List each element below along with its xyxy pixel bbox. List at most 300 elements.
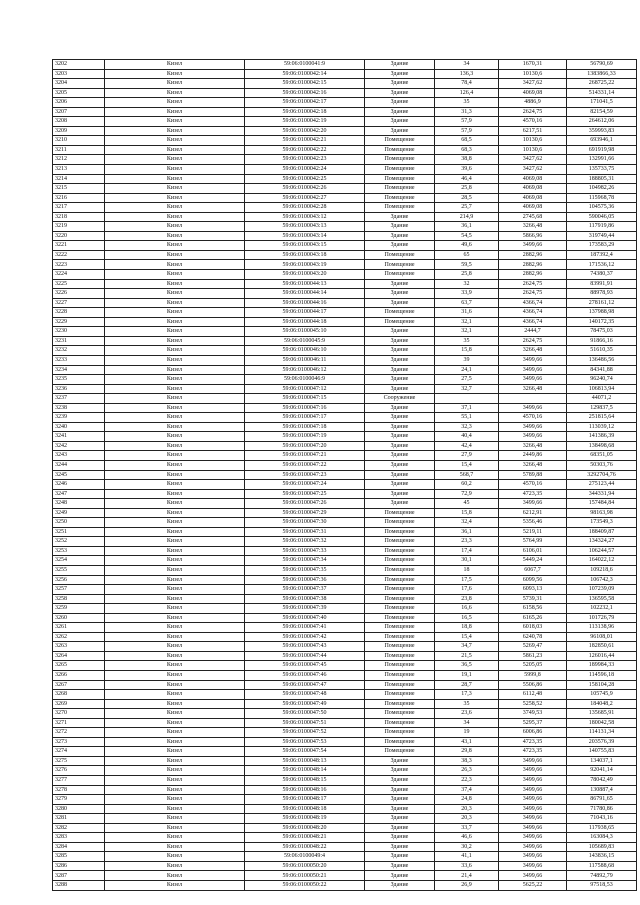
area-cell: 39,6: [435, 165, 499, 175]
cadastral-number-cell: 59:06:0100042:21: [245, 136, 365, 146]
cadastral-number-cell: 59:06:0100047:20: [245, 441, 365, 451]
table-row: [53, 79, 637, 89]
object-type-cell: Здание: [365, 88, 435, 98]
specific-value-cell: 3499,66: [499, 241, 567, 251]
table-row: [53, 413, 637, 423]
cadastral-value-cell: 180042,58: [567, 718, 637, 728]
table-row: [53, 852, 637, 862]
object-type-cell: Сооружение: [365, 394, 435, 404]
cadastral-number-cell: 59:06:0100044:13: [245, 279, 365, 289]
object-type-cell: Здание: [365, 881, 435, 891]
cadastral-value-cell: 106813,94: [567, 384, 637, 394]
object-type-cell: Помещение: [365, 203, 435, 213]
area-cell: 36,5: [435, 661, 499, 671]
cadastral-value-cell: 51610,35: [567, 346, 637, 356]
cadastral-number-cell: 59:06:0100047:54: [245, 747, 365, 757]
city-cell: Кизел: [105, 756, 245, 766]
cadastral-value-cell: 182850,61: [567, 642, 637, 652]
city-cell: Кизел: [105, 776, 245, 786]
specific-value-cell: 2624,75: [499, 279, 567, 289]
area-cell: 21,5: [435, 651, 499, 661]
specific-value-cell: 3499,66: [499, 766, 567, 776]
specific-value-cell: 6106,01: [499, 546, 567, 556]
row-number-cell: 3228: [53, 308, 105, 318]
cadastral-number-cell: 59:06:0100047:30: [245, 518, 365, 528]
row-number-cell: 3216: [53, 193, 105, 203]
area-cell: 28,7: [435, 680, 499, 690]
cadastral-value-cell: 359993,83: [567, 126, 637, 136]
area-cell: 26,9: [435, 881, 499, 891]
specific-value-cell: 4570,16: [499, 117, 567, 127]
object-type-cell: Здание: [365, 451, 435, 461]
cadastral-number-cell: 59:06:0100047:38: [245, 594, 365, 604]
specific-value-cell: 6099,56: [499, 575, 567, 585]
object-type-cell: Помещение: [365, 632, 435, 642]
object-type-cell: Здание: [365, 403, 435, 413]
table-row: [53, 690, 637, 700]
cadastral-value-cell: 68351,05: [567, 451, 637, 461]
city-cell: Кизел: [105, 270, 245, 280]
table-row: [53, 565, 637, 575]
cadastral-value-cell: 319749,44: [567, 231, 637, 241]
cadastral-number-cell: 59:06:0100047:44: [245, 651, 365, 661]
row-number-cell: 3246: [53, 480, 105, 490]
row-number-cell: 3287: [53, 871, 105, 881]
table-row: [53, 88, 637, 98]
table-row: [53, 346, 637, 356]
cadastral-number-cell: 59:06:0100047:16: [245, 403, 365, 413]
row-number-cell: 3204: [53, 79, 105, 89]
cadastral-value-cell: 104575,36: [567, 203, 637, 213]
cadastral-number-cell: 59:06:0100047:29: [245, 508, 365, 518]
city-cell: Кизел: [105, 126, 245, 136]
cadastral-value-cell: 109218,6: [567, 565, 637, 575]
cadastral-number-cell: 59:06:0100043:15: [245, 241, 365, 251]
row-number-cell: 3215: [53, 184, 105, 194]
table-row: [53, 766, 637, 776]
cadastral-value-cell: 114131,34: [567, 728, 637, 738]
area-cell: 20,3: [435, 814, 499, 824]
row-number-cell: 3203: [53, 69, 105, 79]
table-row: [53, 632, 637, 642]
city-cell: Кизел: [105, 518, 245, 528]
table-row: [53, 651, 637, 661]
row-number-cell: 3278: [53, 785, 105, 795]
cadastral-value-cell: 188805,31: [567, 174, 637, 184]
table-row: [53, 871, 637, 881]
cadastral-value-cell: 171041,5: [567, 98, 637, 108]
area-cell: 38,8: [435, 155, 499, 165]
object-type-cell: Помещение: [365, 737, 435, 747]
cadastral-value-cell: 97518,53: [567, 881, 637, 891]
city-cell: Кизел: [105, 346, 245, 356]
area-cell: 15,8: [435, 508, 499, 518]
cadastral-number-cell: 59:06:0100042:16: [245, 88, 365, 98]
table-row: [53, 241, 637, 251]
cadastral-number-cell: 59:06:0100047:42: [245, 632, 365, 642]
cadastral-value-cell: 514331,14: [567, 88, 637, 98]
cadastral-number-cell: 59:06:0100047:41: [245, 623, 365, 633]
row-number-cell: 3265: [53, 661, 105, 671]
row-number-cell: 3248: [53, 499, 105, 509]
row-number-cell: 3243: [53, 451, 105, 461]
city-cell: Кизел: [105, 98, 245, 108]
table-row: [53, 317, 637, 327]
object-type-cell: Здание: [365, 222, 435, 232]
cadastral-value-cell: 158104,28: [567, 680, 637, 690]
cadastral-value-cell: 173549,3: [567, 518, 637, 528]
object-type-cell: Помещение: [365, 260, 435, 270]
object-type-cell: Здание: [365, 804, 435, 814]
table-row: [53, 441, 637, 451]
cadastral-number-cell: 59:06:0100047:37: [245, 585, 365, 595]
area-cell: 63,7: [435, 298, 499, 308]
cadastral-value-cell: 140172,35: [567, 317, 637, 327]
cadastral-value-cell: 134037,1: [567, 756, 637, 766]
specific-value-cell: 6217,51: [499, 126, 567, 136]
area-cell: 40,4: [435, 432, 499, 442]
cadastral-value-cell: 173583,29: [567, 241, 637, 251]
city-cell: Кизел: [105, 451, 245, 461]
city-cell: Кизел: [105, 241, 245, 251]
specific-value-cell: 5739,31: [499, 594, 567, 604]
specific-value-cell: 3427,62: [499, 79, 567, 89]
object-type-cell: Помещение: [365, 728, 435, 738]
cadastral-number-cell: 59:06:0100044:18: [245, 317, 365, 327]
cadastral-number-cell: 59:06:0100048:15: [245, 776, 365, 786]
specific-value-cell: 2449,86: [499, 451, 567, 461]
cadastral-number-cell: 59:06:0100048:22: [245, 842, 365, 852]
row-number-cell: 3217: [53, 203, 105, 213]
object-type-cell: Помещение: [365, 527, 435, 537]
object-type-cell: Помещение: [365, 556, 435, 566]
specific-value-cell: 3499,66: [499, 375, 567, 385]
area-cell: 136,3: [435, 69, 499, 79]
cadastral-value-cell: 82154,59: [567, 107, 637, 117]
specific-value-cell: 3499,66: [499, 432, 567, 442]
table-row: [53, 403, 637, 413]
object-type-cell: Помещение: [365, 661, 435, 671]
table-row: [53, 145, 637, 155]
table-row: [53, 585, 637, 595]
table-row: [53, 613, 637, 623]
specific-value-cell: [499, 394, 567, 404]
table-row: [53, 165, 637, 175]
object-type-cell: Помещение: [365, 546, 435, 556]
cadastral-number-cell: 59:06:0100047:21: [245, 451, 365, 461]
cadastral-number-cell: 59:06:0100046:11: [245, 355, 365, 365]
object-type-cell: Здание: [365, 833, 435, 843]
cadastral-value-cell: 136486,56: [567, 355, 637, 365]
specific-value-cell: 5219,11: [499, 527, 567, 537]
city-cell: Кизел: [105, 881, 245, 891]
row-number-cell: 3212: [53, 155, 105, 165]
area-cell: 57,9: [435, 117, 499, 127]
specific-value-cell: 3749,53: [499, 709, 567, 719]
cadastral-number-cell: 59:06:0100047:26: [245, 499, 365, 509]
city-cell: Кизел: [105, 203, 245, 213]
table-row: [53, 518, 637, 528]
cadastral-value-cell: 344331,94: [567, 489, 637, 499]
specific-value-cell: 5789,88: [499, 470, 567, 480]
specific-value-cell: 5356,46: [499, 518, 567, 528]
row-number-cell: 3276: [53, 766, 105, 776]
area-cell: 49,6: [435, 241, 499, 251]
object-type-cell: Помещение: [365, 308, 435, 318]
row-number-cell: 3218: [53, 212, 105, 222]
row-number-cell: 3240: [53, 422, 105, 432]
city-cell: Кизел: [105, 613, 245, 623]
cadastral-number-cell: 59:06:0100041:9: [245, 60, 365, 70]
specific-value-cell: 1670,31: [499, 60, 567, 70]
row-number-cell: 3242: [53, 441, 105, 451]
cadastral-value-cell: 134324,27: [567, 537, 637, 547]
area-cell: 16,6: [435, 604, 499, 614]
city-cell: Кизел: [105, 594, 245, 604]
table-row: [53, 231, 637, 241]
cadastral-value-cell: 184048,2: [567, 699, 637, 709]
specific-value-cell: 4886,9: [499, 98, 567, 108]
city-cell: Кизел: [105, 480, 245, 490]
table-row: [53, 422, 637, 432]
row-number-cell: 3225: [53, 279, 105, 289]
object-type-cell: Здание: [365, 375, 435, 385]
cadastral-value-cell: 98163,98: [567, 508, 637, 518]
object-type-cell: Помещение: [365, 671, 435, 681]
table-row: [53, 718, 637, 728]
cadastral-number-cell: 59:06:0100047:40: [245, 613, 365, 623]
row-number-cell: 3214: [53, 174, 105, 184]
row-number-cell: 3264: [53, 651, 105, 661]
cadastral-value-cell: 275123,44: [567, 480, 637, 490]
table-row: [53, 308, 637, 318]
city-cell: Кизел: [105, 298, 245, 308]
object-type-cell: Помещение: [365, 575, 435, 585]
city-cell: Кизел: [105, 814, 245, 824]
row-number-cell: 3267: [53, 680, 105, 690]
cadastral-number-cell: 59:06:0100043:18: [245, 250, 365, 260]
table-row: [53, 69, 637, 79]
area-cell: 32,7: [435, 384, 499, 394]
table-row: [53, 203, 637, 213]
cadastral-value-cell: 114596,18: [567, 671, 637, 681]
city-cell: Кизел: [105, 785, 245, 795]
cadastral-value-cell: 44071,2: [567, 394, 637, 404]
cadastral-value-cell: 71780,86: [567, 804, 637, 814]
object-type-cell: Здание: [365, 279, 435, 289]
object-type-cell: Помещение: [365, 651, 435, 661]
table-row: [53, 842, 637, 852]
city-cell: Кизел: [105, 136, 245, 146]
row-number-cell: 3255: [53, 565, 105, 575]
cadastral-value-cell: 104982,26: [567, 184, 637, 194]
row-number-cell: 3280: [53, 804, 105, 814]
city-cell: Кизел: [105, 403, 245, 413]
object-type-cell: Помещение: [365, 174, 435, 184]
city-cell: Кизел: [105, 355, 245, 365]
specific-value-cell: 4570,16: [499, 480, 567, 490]
cadastral-number-cell: 59:06:0100046:9: [245, 375, 365, 385]
object-type-cell: Здание: [365, 861, 435, 871]
specific-value-cell: 5866,96: [499, 231, 567, 241]
table-row: [53, 184, 637, 194]
object-type-cell: Здание: [365, 327, 435, 337]
object-type-cell: Здание: [365, 365, 435, 375]
city-cell: Кизел: [105, 184, 245, 194]
table-row: [53, 737, 637, 747]
row-number-cell: 3281: [53, 814, 105, 824]
area-cell: 31,6: [435, 308, 499, 318]
cadastral-number-cell: 59:06:0100047:48: [245, 690, 365, 700]
row-number-cell: 3236: [53, 384, 105, 394]
row-number-cell: 3279: [53, 795, 105, 805]
cadastral-value-cell: 101726,79: [567, 613, 637, 623]
cadastral-number-cell: 59:06:0100047:43: [245, 642, 365, 652]
specific-value-cell: 3499,66: [499, 823, 567, 833]
row-number-cell: 3252: [53, 537, 105, 547]
city-cell: Кизел: [105, 766, 245, 776]
cadastral-number-cell: 59:06:0100047:46: [245, 671, 365, 681]
city-cell: Кизел: [105, 231, 245, 241]
specific-value-cell: 5258,52: [499, 699, 567, 709]
row-number-cell: 3277: [53, 776, 105, 786]
object-type-cell: Здание: [365, 795, 435, 805]
city-cell: Кизел: [105, 709, 245, 719]
table-row: [53, 365, 637, 375]
table-row: [53, 117, 637, 127]
area-cell: 35: [435, 699, 499, 709]
area-cell: 37,1: [435, 403, 499, 413]
specific-value-cell: 5764,99: [499, 537, 567, 547]
area-cell: 17,4: [435, 546, 499, 556]
specific-value-cell: 6006,86: [499, 728, 567, 738]
object-type-cell: Помещение: [365, 594, 435, 604]
area-cell: 16,5: [435, 613, 499, 623]
specific-value-cell: 3499,66: [499, 804, 567, 814]
cadastral-value-cell: 268725,22: [567, 79, 637, 89]
specific-value-cell: 4366,74: [499, 298, 567, 308]
table-row: [53, 212, 637, 222]
city-cell: Кизел: [105, 69, 245, 79]
cadastral-number-cell: 59:06:0100048:18: [245, 804, 365, 814]
table-row: [53, 289, 637, 299]
specific-value-cell: 5295,37: [499, 718, 567, 728]
area-cell: 23,3: [435, 537, 499, 547]
cadastral-value-cell: 157484,84: [567, 499, 637, 509]
city-cell: Кизел: [105, 842, 245, 852]
city-cell: Кизел: [105, 728, 245, 738]
specific-value-cell: 5269,47: [499, 642, 567, 652]
table-row: [53, 823, 637, 833]
city-cell: Кизел: [105, 79, 245, 89]
cadastral-number-cell: 59:06:0100042:28: [245, 203, 365, 213]
specific-value-cell: 5861,23: [499, 651, 567, 661]
cadastral-number-cell: 59:06:0100047:32: [245, 537, 365, 547]
cadastral-number-cell: 59:06:0100047:17: [245, 413, 365, 423]
object-type-cell: Помещение: [365, 565, 435, 575]
table-row: [53, 451, 637, 461]
cadastral-number-cell: 59:06:0100042:18: [245, 107, 365, 117]
specific-value-cell: 2745,68: [499, 212, 567, 222]
row-number-cell: 3258: [53, 594, 105, 604]
table-row: [53, 527, 637, 537]
cadastral-value-cell: 132991,66: [567, 155, 637, 165]
cadastral-number-cell: 59:06:0100047:25: [245, 489, 365, 499]
area-cell: 126,4: [435, 88, 499, 98]
specific-value-cell: 3499,66: [499, 776, 567, 786]
cadastral-number-cell: 59:06:0100042:15: [245, 79, 365, 89]
cadastral-number-cell: 59:06:0100047:31: [245, 527, 365, 537]
area-cell: 36,1: [435, 527, 499, 537]
city-cell: Кизел: [105, 365, 245, 375]
table-row: [53, 623, 637, 633]
area-cell: [435, 394, 499, 404]
table-row: [53, 776, 637, 786]
cadastral-value-cell: 189984,33: [567, 661, 637, 671]
row-number-cell: 3285: [53, 852, 105, 862]
object-type-cell: Помещение: [365, 642, 435, 652]
cadastral-number-cell: 59:06:0100049:4: [245, 852, 365, 862]
area-cell: 45: [435, 499, 499, 509]
area-cell: 57,9: [435, 126, 499, 136]
row-number-cell: 3210: [53, 136, 105, 146]
object-type-cell: Помещение: [365, 250, 435, 260]
cadastral-value-cell: 56790,69: [567, 60, 637, 70]
cadastral-number-cell: 59:06:0100042:20: [245, 126, 365, 136]
cadastral-number-cell: 59:06:0100047:53: [245, 737, 365, 747]
specific-value-cell: 2882,96: [499, 260, 567, 270]
cadastral-value-cell: 96240,74: [567, 375, 637, 385]
cadastral-value-cell: 203576,39: [567, 737, 637, 747]
table-row: [53, 126, 637, 136]
table-row: [53, 546, 637, 556]
specific-value-cell: 3499,66: [499, 756, 567, 766]
city-cell: Кизел: [105, 327, 245, 337]
area-cell: 33,6: [435, 861, 499, 871]
row-number-cell: 3234: [53, 365, 105, 375]
table-row: [53, 833, 637, 843]
specific-value-cell: 3499,66: [499, 785, 567, 795]
table-row: [53, 384, 637, 394]
city-cell: Кизел: [105, 823, 245, 833]
object-type-cell: Помещение: [365, 613, 435, 623]
area-cell: 28,5: [435, 193, 499, 203]
cadastral-number-cell: 59:06:0100047:51: [245, 718, 365, 728]
cadastral-value-cell: 187392,4: [567, 250, 637, 260]
area-cell: 15,4: [435, 632, 499, 642]
specific-value-cell: 3499,66: [499, 499, 567, 509]
specific-value-cell: 3499,66: [499, 403, 567, 413]
cadastral-value-cell: 135733,75: [567, 165, 637, 175]
area-cell: 25,7: [435, 203, 499, 213]
cadastral-number-cell: 59:06:0100048:14: [245, 766, 365, 776]
cadastral-number-cell: 59:06:0100047:18: [245, 422, 365, 432]
city-cell: Кизел: [105, 737, 245, 747]
specific-value-cell: 5205,05: [499, 661, 567, 671]
cadastral-value-cell: 74892,79: [567, 871, 637, 881]
city-cell: Кизел: [105, 260, 245, 270]
city-cell: Кизел: [105, 470, 245, 480]
table-row: [53, 470, 637, 480]
cadastral-value-cell: 74380,37: [567, 270, 637, 280]
cadastral-value-cell: 126016,44: [567, 651, 637, 661]
row-number-cell: 3237: [53, 394, 105, 404]
city-cell: Кизел: [105, 871, 245, 881]
object-type-cell: Здание: [365, 98, 435, 108]
object-type-cell: Здание: [365, 212, 435, 222]
city-cell: Кизел: [105, 623, 245, 633]
row-number-cell: 3272: [53, 728, 105, 738]
